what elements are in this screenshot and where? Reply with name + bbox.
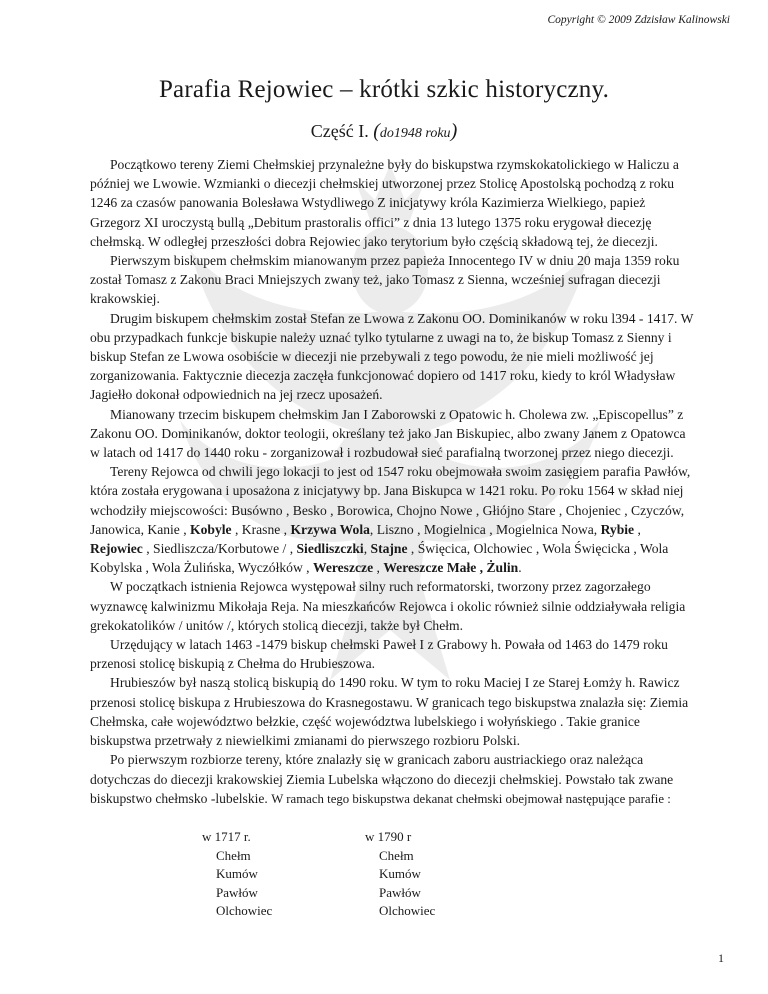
- page-number: 1: [718, 951, 724, 965]
- place-krzywa-wola: Krzywa Wola: [290, 521, 370, 537]
- subtitle-part: Część I.: [310, 121, 374, 141]
- paragraph-5-text: , Siedliszcza/Korbutowe / ,: [142, 541, 297, 557]
- place-siedliszczki: Siedliszczki: [296, 541, 364, 557]
- list-item: Chełm: [379, 847, 414, 863]
- parish-list-1717: [202, 828, 272, 921]
- paragraph-5-text: Tereny Rejowca od chwili jego lokacji to jest od 1547 roku obejmowała swoim zasięgiem parafia Pawłów, która została erygowana i uposażona z inicjatywy bp. Jana Biskupca w 1421 roku. Po roku 1564 w skład niej wchodziły miejscowości: Busówno , Besko , Borowica, Chojno Nowe , Głiójno Stare , Chojeniec , Czyczów, Janowica, Kanie ,: [90, 464, 691, 537]
- paragraph-5-text: , Święcica, Olchowiec , Wola Święcicka , Wola Kobylska , Wola Żulińska, Wyczółków ,: [90, 541, 669, 576]
- subtitle-range: do1948 roku: [379, 126, 451, 141]
- document-subtitle: [0, 120, 768, 143]
- list-item: Kumów: [379, 866, 421, 881]
- paragraph-5-text: .: [518, 560, 522, 576]
- place-wereszcze: Wereszcze: [312, 560, 374, 576]
- document-title: Parafia Rejowiec – krótki szkic historyczny.: [158, 76, 610, 103]
- place-kobyle: Kobyle: [190, 521, 232, 537]
- list-item: Olchowiec: [379, 903, 436, 918]
- paragraph-1: Początkowo tereny Ziemi Chełmskiej przynależne były do biskupstwa rzymskokatolickiego w Haliczu a później we Lwowie. Wzmianki o diecezji chełmskiej utworzonej przez Stolicę Apostolską pochodzą z roku 1246 za czasów panowania Bolesława Wstydliwego Z inicjatywy króla Kazimierza Wielkiego, papież Grzegorz XI uroczystą bullą „Debitum prastoralis offici” z dnia 13 lutego 1375 roku erygował diecezję chełmską. W odległej przeszłości dobra Rejowiec jako terytorium było częścią składową tej, że diecezji.: [90, 157, 679, 249]
- subtitle-paren-close: ): [450, 120, 458, 142]
- paragraph-2: Pierwszym biskupem chełmskim mianowanym przez papieża Innocentego IV w dniu 20 maja 1359 roku został Tomasz z Zakonu Braci Mniejszych zwany też, jako Tomasz z Sienna, wcześniej sufragan diecezji krakowskiej.: [90, 253, 680, 307]
- place-stajne: Stajne: [370, 541, 408, 557]
- paragraph-9-text: Po pierwszym rozbiorze tereny, które znalazły się w granicach zaboru austriackiego oraz należąca dotychczas do diecezji krakowskiej Ziemia Lubelska włączono do diecezji chełmskiej. Powstało tak zwane biskupstwo chełmsko -lubelskie.: [90, 752, 674, 806]
- paragraph-5-text: ,: [634, 521, 641, 537]
- copyright-notice: Copyright © 2009 Zdzisław Kalinowski: [547, 14, 730, 26]
- paragraph-5-text: , Krasne ,: [231, 521, 291, 537]
- parish-list-1790: [365, 828, 435, 921]
- paragraph-5: [90, 462, 696, 577]
- list-year: w 1717 r.: [202, 829, 251, 844]
- list-item: Kumów: [216, 866, 258, 881]
- document-body: [90, 155, 696, 809]
- list-item: Olchowiec: [216, 903, 273, 918]
- subtitle-paren-open: (: [373, 120, 380, 142]
- paragraph-5-text: ,: [373, 560, 384, 576]
- list-item: Pawłów: [379, 884, 421, 900]
- paragraph-9-text-small: W ramach tego biskupstwa dekanat chełmski obejmował następujące parafie :: [271, 791, 671, 806]
- paragraph-5-text: ,: [363, 541, 371, 557]
- paragraph-5-text: , Liszno , Mogielnica , Mogielnica Nowa,: [369, 521, 601, 537]
- list-item: Pawłów: [216, 884, 258, 900]
- paragraph-7: Urzędujący w latach 1463 -1479 biskup chełmski Paweł I z Grabowy h. Powała od 1463 do 1479 roku przenosi stolicę biskupią z Chełma do Hrubieszowa.: [90, 637, 668, 672]
- place-wereszcze-male-zulin: Wereszcze Małe , Żulin: [383, 560, 519, 576]
- list-item: Chełm: [216, 847, 251, 863]
- paragraph-6: W początkach istnienia Rejowca występował silny ruch reformatorski, tworzony przez zagorzałego wyznawcę kalwinizmu Mikołaja Reja. Na mieszkańców Rejowca i okolic również silnie oddziaływała religia grekokatolików / unitów /, których stolicą diecezji, także był Chełm.: [90, 579, 686, 633]
- place-rejowiec: Rejowiec: [90, 541, 143, 557]
- paragraph-9: [90, 750, 696, 809]
- place-rybie: Rybie: [600, 521, 635, 537]
- paragraph-4: Mianowany trzecim biskupem chełmskim Jan I Zaborowski z Opatowic h. Cholewa zw. „Episcopellus” z Zakonu OO. Dominikanów, doktor teologii, określany też jako Jan Biskupiec, albo zwany Janem z Opatowca w latach od 1417 do 1440 roku - zorganizował i rozbudował sieć parafialną tworzonej przez niego diecezji.: [90, 406, 686, 461]
- list-year: w 1790 r: [365, 829, 412, 844]
- paragraph-8: Hrubieszów był naszą stolicą biskupią do 1490 roku. W tym to roku Maciej I ze Starej Łomży h. Rawicz przenosi stolicę biskupa z Hrubieszowa do Krasnegostawu. W granicach tego biskupstwa znalazła się: Ziemia Chełmska, całe województwo bełzkie, część województwa lubelskiego i wołyńskiego . Takie granice biskupstwa przetrwały z niewielkimi zmianami do pierwszego rozbioru Polski.: [90, 675, 689, 749]
- paragraph-3: Drugim biskupem chełmskim został Stefan ze Lwowa z Zakonu OO. Dominikanów w roku l394 - 1417. W obu przypadkach funkcje biskupie należy uznać tylko tytularne z uwagi na to, że biskup Tomasz z Sienny i biskup Stefan ze Lwowa osobiście w diecezji nie przebywali z tego powodu, że nie mieli możliwość jej zorganizowania. Faktycznie diecezja zaczęła funkcjonować dopiero od 1417 roku, kiedy to król Władysław Jagiełło dokonał odpowiednich na jej rzecz uposażeń.: [90, 310, 694, 403]
